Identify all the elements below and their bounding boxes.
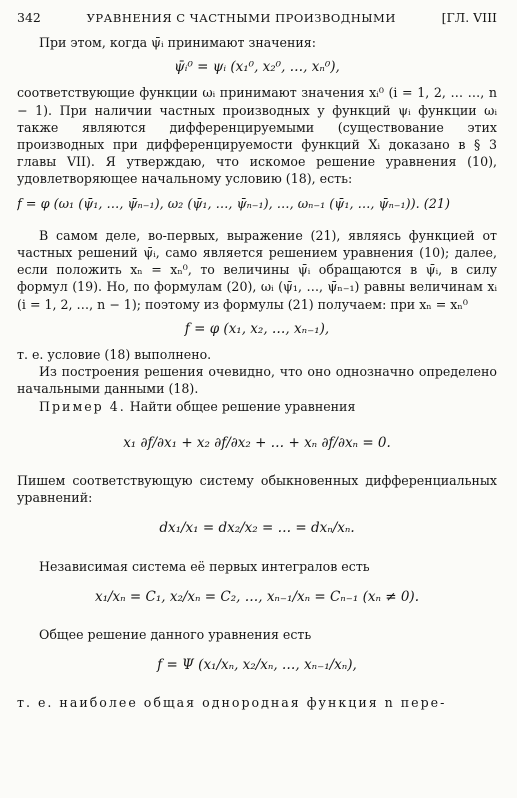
equation-4: x₁ ∂f/∂x₁ + x₂ ∂f/∂x₂ + … + xₙ ∂f/∂xₙ = 0. <box>123 434 391 451</box>
running-title: УРАВНЕНИЯ С ЧАСТНЫМИ ПРОИЗВОДНЫМИ <box>86 11 396 25</box>
equation-21: f = φ (ω₁ (ψ̄₁, …, ψ̄ₙ₋₁), ω₂ (ψ̄₁, …, ψ̄ₙ₋₁), …, ωₙ₋₁ (ψ̄₁, …, ψ̄ₙ₋₁)). (21) <box>17 196 451 212</box>
paragraph-2: соответствующие функции ωᵢ принимают значения xᵢ⁰ (i = 1, 2, … …, n − 1). При наличии частных производных у функций ψᵢ функции ωᵢ также являются дифференцируемыми (существование этих производных при дифференцируемости функций Xᵢ доказано в § 3 главы VII). Я утверждаю, что искомое решение уравнения (10), удовлетворяющее начальному условию (18), есть: <box>17 85 497 187</box>
page-number: 342 <box>17 10 41 25</box>
equation-6: x₁/xₙ = C₁, x₂/xₙ = C₂, …, xₙ₋₁/xₙ = Cₙ₋₁ (xₙ ≠ 0). <box>94 588 419 605</box>
paragraph-3: В самом деле, во-первых, выражение (21), являясь функцией от частных решений ψ̄ᵢ, само является решением уравнения (10); далее, если положить xₙ = xₙ⁰, то величины ψ̄ᵢ обращаются в ψ̄ᵢ, в силу формул (19). Но, по формулам (20), ωᵢ (ψ̄₁, …, ψ̄ₙ₋₁) равны величинам xᵢ (i = 1, 2, …, n − 1); поэтому из формулы (21) получаем: при xₙ = xₙ⁰ <box>17 227 497 312</box>
page-body <box>17 34 497 712</box>
paragraph-10: т. е. наиболее общая однородная функция n пере- <box>17 695 447 711</box>
paragraph-9: Общее решение данного уравнения есть <box>39 627 312 643</box>
example-label: Пример 4. <box>39 398 126 414</box>
equation-1: ψ̄ᵢ⁰ = ψᵢ (x₁⁰, x₂⁰, …, xₙ⁰), <box>174 59 340 76</box>
equation-3: f = φ (x₁, x₂, …, xₙ₋₁), <box>184 320 330 337</box>
example-text: Найти общее решение уравнения <box>129 398 356 414</box>
equation-5: dx₁/x₁ = dx₂/x₂ = … = dxₙ/xₙ. <box>159 520 355 537</box>
paragraph-6 <box>17 398 497 415</box>
paragraph-1: При этом, когда ψ̄ᵢ принимают значения: <box>39 35 316 50</box>
paragraph-7: Пишем соответствующую систему обыкновенных дифференциальных уравнений: <box>17 473 497 506</box>
chapter-label: [ГЛ. VIII <box>441 10 497 25</box>
running-header <box>17 10 497 34</box>
paragraph-5: Из построения решения очевидно, что оно однозначно определено начальными данными (18). <box>17 364 497 397</box>
paragraph-4: т. е. условие (18) выполнено. <box>17 347 212 363</box>
paragraph-8: Независимая система её первых интегралов есть <box>39 558 370 574</box>
equation-7: f = Ψ (x₁/xₙ, x₂/xₙ, …, xₙ₋₁/xₙ), <box>157 657 357 674</box>
